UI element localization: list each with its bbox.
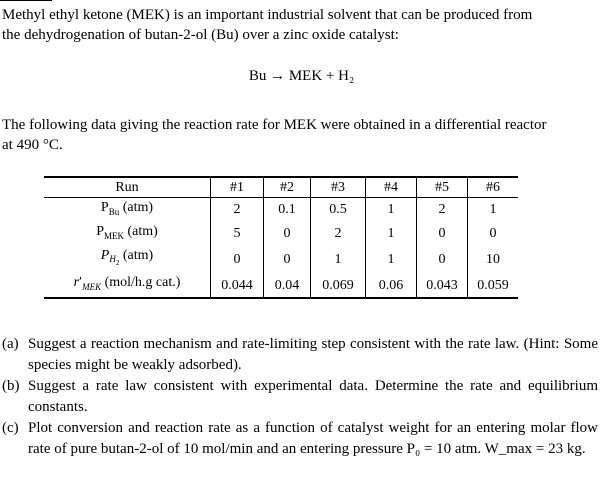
intro-line-2: the dehydrogenation of butan-2-ol (Bu) over a zinc oxide catalyst: [2, 27, 399, 43]
table-cell: 1 [366, 222, 417, 246]
run-header: #2 [264, 177, 311, 198]
run-header: #6 [468, 177, 519, 198]
row-label-p-bu: $P_{Bu}$ (atm) [100, 200, 154, 217]
question-tag: (a) [2, 336, 19, 352]
run-header: #4 [366, 177, 417, 198]
table-cell: 1 [468, 198, 519, 222]
table-cell: 2 [311, 222, 366, 246]
row-label-p-h2: $P_{H_2}$ (atm) [100, 247, 154, 268]
table-row [44, 246, 518, 274]
question-item [2, 334, 598, 376]
table-cell: 0 [468, 222, 519, 246]
table-row [44, 198, 518, 222]
table-cell: 0.059 [468, 273, 519, 298]
run-header: #3 [311, 177, 366, 198]
header-run-label: Run [44, 177, 211, 198]
table-cell: 10 [468, 246, 519, 274]
question-item [2, 376, 598, 418]
table-cell: 2 [211, 198, 264, 222]
question-tag: (b) [2, 378, 20, 394]
question-item [2, 418, 598, 460]
row-label-p-mek: $P_{MEK}$ (atm) [96, 223, 158, 241]
run-header: #5 [417, 177, 468, 198]
table-cell: 0 [211, 246, 264, 274]
data-description-line-2: at 490 °C. [2, 137, 63, 153]
reaction-equation: Bu → MEK + H₂ [248, 68, 355, 84]
data-description-line-1: The following data giving the reaction rate for MEK were obtained in a differential reactor [2, 117, 547, 133]
table-row [44, 222, 518, 246]
row-label-rate-mek: $r'_{MEK}$ (mol/h.g cat.) [44, 273, 211, 298]
table-cell: 0 [417, 246, 468, 274]
question-text: Suggest a rate law consistent with experimental data. Determine the rate and equilibrium constants. [28, 378, 598, 415]
intro-paragraph [2, 5, 597, 45]
run-header: #1 [211, 177, 264, 198]
table-cell: 0 [417, 222, 468, 246]
table-cell: 0.043 [417, 273, 468, 298]
table-cell: 1 [311, 246, 366, 274]
table-cell: 5 [211, 222, 264, 246]
table-cell: 0.044 [211, 273, 264, 298]
table-cell: 1 [366, 198, 417, 222]
question-list [2, 334, 598, 460]
top-rule [0, 0, 52, 1]
table-cell: 0.04 [264, 273, 311, 298]
question-text: Plot conversion and reaction rate as a function of catalyst weight for an entering molar flow rate of pure butan-2-ol of 10 mol/min and an entering pressure P₀ = 10 atm. W_max = 23 kg. [28, 420, 598, 457]
data-description [2, 115, 602, 155]
table-header-row [44, 177, 518, 198]
table-cell: 2 [417, 198, 468, 222]
intro-line-1: Methyl ethyl ketone (MEK) is an important industrial solvent that can be produced from [2, 7, 533, 23]
table-cell: 0.069 [311, 273, 366, 298]
table-cell: 1 [366, 246, 417, 274]
rate-data-table [44, 176, 518, 299]
table-cell: 0.06 [366, 273, 417, 298]
table-cell: 0 [264, 246, 311, 274]
table-cell: 0.5 [311, 198, 366, 222]
table-cell: 0 [264, 222, 311, 246]
question-text: Suggest a reaction mechanism and rate-limiting step consistent with the rate law. (Hint: Some species might be weakly adsorbed). [28, 336, 598, 373]
question-tag: (c) [2, 420, 19, 436]
table-cell: 0.1 [264, 198, 311, 222]
table-row [44, 273, 518, 298]
